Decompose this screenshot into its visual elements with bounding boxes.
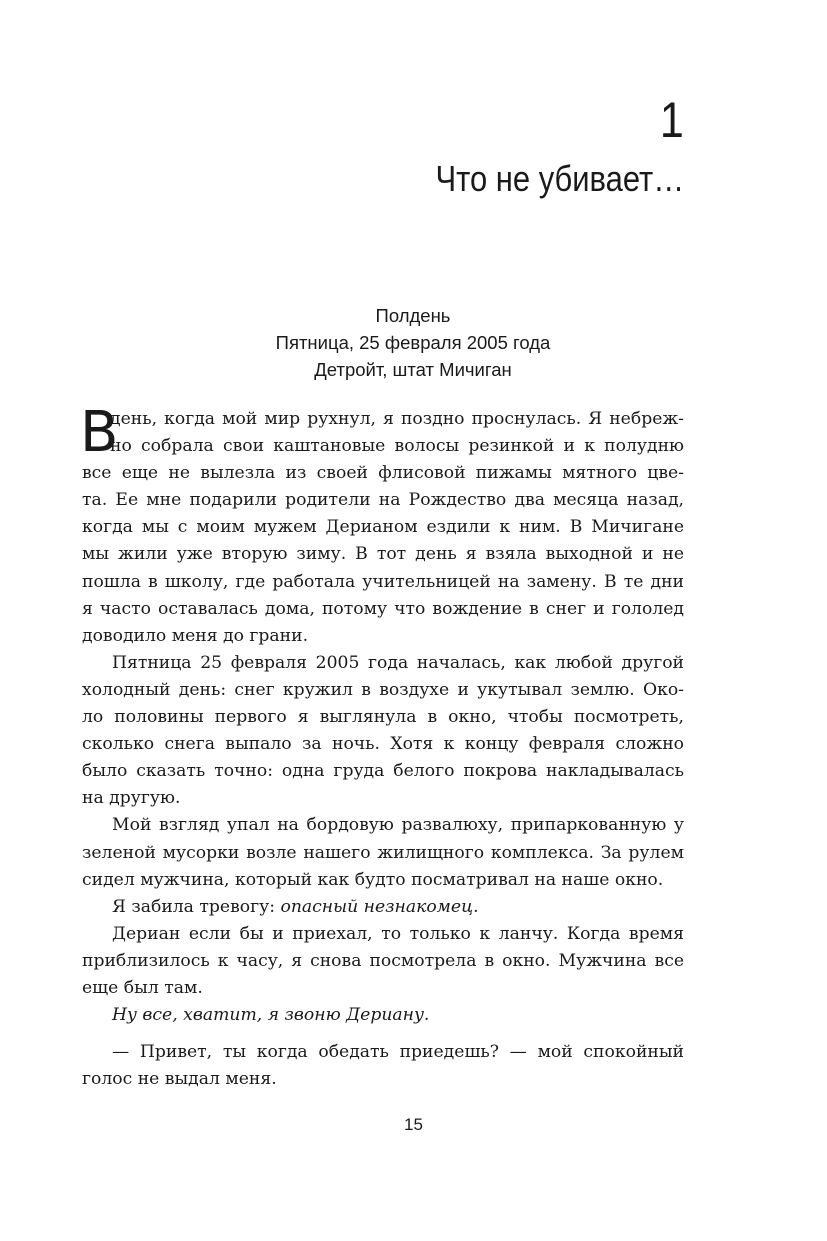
paragraph-4-end: . — [473, 896, 479, 917]
text-line: мы жили уже вторую зиму. В тот день я взяла выходной и не — [82, 544, 684, 565]
chapter-body — [80, 400, 684, 1093]
chapter-title: Что не убивает… — [435, 158, 684, 199]
text-line: Ну все, хватит, я звоню Дериану. — [112, 1005, 430, 1026]
text-line: голос не выдал меня. — [82, 1069, 277, 1090]
text-line: пошла в школу, где работала учительницей на замену. В те дни — [82, 571, 684, 592]
paragraph-5 — [82, 921, 684, 1002]
text-line: Дериан если бы и приехал, то только к ланчу. Когда время — [112, 923, 684, 944]
italic-phrase: опасный незнакомец — [280, 896, 474, 917]
page-number: 15 — [404, 1115, 423, 1134]
text-line: приблизилось к часу, я снова посмотрела в окно. Мужчина все — [82, 950, 684, 971]
text-line: Пятница 25 февраля 2005 года началась, как любой другой — [112, 652, 684, 673]
paragraph-6 — [82, 1002, 684, 1029]
spacer — [82, 1029, 684, 1039]
dateline-date: Пятница, 25 февраля 2005 года — [275, 332, 551, 353]
paragraph-2 — [82, 650, 684, 813]
text-line — [82, 894, 684, 921]
paragraph-1 — [80, 400, 684, 650]
text-line: когда мы с моим мужем Дерианом ездили к ним. В Мичигане — [82, 517, 684, 538]
paragraph-7 — [82, 1039, 684, 1093]
text-line: — Привет, ты когда обедать приедешь? — мой спокойный — [112, 1042, 684, 1063]
text-line: все еще не вылезла из своей флисовой пижамы мятного цве- — [82, 463, 684, 484]
chapter-number: 1 — [660, 92, 684, 148]
paragraph-3 — [82, 812, 684, 893]
text-line: сколько снега выпало за ночь. Хотя к концу февраля сложно — [82, 734, 684, 755]
text-line: день, когда мой мир рухнул, я поздно проснулась. Я небреж- — [110, 409, 684, 429]
text-line: Мой взгляд упал на бордовую развалюху, припаркованную у — [112, 815, 684, 836]
text-line: я часто оставалась дома, потому что вождение в снег и гололед — [82, 598, 684, 619]
dateline-place: Детройт, штат Мичиган — [314, 359, 512, 380]
text-line: было сказать точно: одна груда белого покрова накладывалась — [82, 761, 684, 782]
text-line: еще был там. — [82, 977, 203, 998]
dateline-time: Полдень — [375, 305, 451, 326]
text-line: сидел мужчина, который как будто посматривал на наше окно. — [82, 869, 664, 890]
text-line: на другую. — [82, 788, 181, 809]
text-line: зеленой мусорки возле нашего жилищного комплекса. За рулем — [82, 842, 684, 863]
text-line: та. Ее мне подарили родители на Рождество два месяца назад, — [82, 490, 684, 511]
dateline — [143, 302, 683, 383]
paragraph-4 — [82, 894, 684, 921]
drop-cap: В — [80, 400, 119, 465]
paragraph-4-text: Я забила тревогу: — [112, 896, 281, 917]
text-line: ло половины первого я выглянула в окно, чтобы посмотреть, — [82, 707, 684, 728]
text-line: но собрала свои каштановые волосы резинкой и к полудню — [110, 436, 684, 457]
text-line: доводило меня до грани. — [82, 625, 309, 646]
text-line: холодный день: снег кружил в воздухе и укутывал землю. Око- — [82, 679, 684, 700]
